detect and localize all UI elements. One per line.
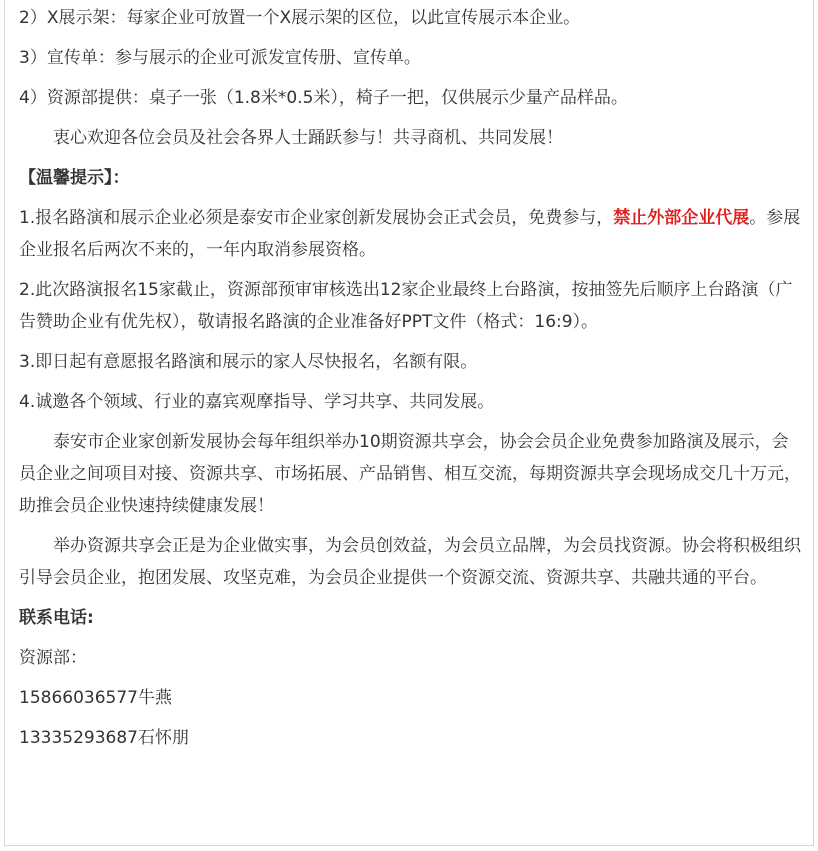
tip-2: 2.此次路演报名15家截止，资源部预审审核选出12家企业最终上台路演，按抽签先后顺序上台路演（广告赞助企业有优先权），敬请报名路演的企业准备好PPT文件（格式：16:9）。	[19, 280, 793, 332]
tip-1-text-after: 。参展企业报名后两次不来的，一年内取消参展资格。	[19, 208, 801, 260]
article-body	[19, 0, 804, 762]
tip-3: 3.即日起有意愿报名路演和展示的家人尽快报名，名额有限。	[19, 352, 478, 372]
item-flyers: 3）宣传单：参与展示的企业可派发宣传册、宣传单。	[19, 48, 421, 68]
item-table-chair: 4）资源部提供：桌子一张（1.8米*0.5米），椅子一把，仅供展示少量产品样品。	[19, 88, 628, 108]
tip-1-highlight: 禁止外部企业代展	[613, 208, 750, 228]
welcome-text: 衷心欢迎各位会员及社会各界人士踊跃参与！共寻商机、共同发展！	[53, 128, 563, 148]
contact-heading: 联系电话:	[19, 608, 94, 628]
tips-heading: 【温馨提示】：	[19, 168, 130, 188]
tip-4: 4.诚邀各个领域、行业的嘉宾观摩指导、学习共享、共同发展。	[19, 392, 495, 412]
paragraph-organization: 泰安市企业家创新发展协会每年组织举办10期资源共享会，协会会员企业免费参加路演及展示，会员企业之间项目对接、资源共享、市场拓展、产品销售、相互交流，每期资源共享会现场成交几十万元，助推会员企业快速持续健康发展！	[19, 432, 801, 516]
contact-phone-1: 15866036577牛燕	[19, 688, 172, 708]
contact-department: 资源部：	[19, 648, 87, 668]
contact-phone-2: 13335293687石怀朋	[19, 728, 189, 748]
tip-1	[19, 202, 804, 266]
tip-1-text: 1.报名路演和展示企业必须是泰安市企业家创新发展协会正式会员，免费参与，	[19, 208, 614, 228]
item-display-stand: 2）X展示架：每家企业可放置一个X展示架的区位，以此宣传展示本企业。	[19, 8, 581, 28]
paragraph-purpose: 举办资源共享会正是为企业做实事，为会员创效益，为会员立品牌，为会员找资源。协会将积极组织引导会员企业，抱团发展、攻坚克难，为会员企业提供一个资源交流、资源共享、共融共通的平台。	[19, 536, 801, 588]
